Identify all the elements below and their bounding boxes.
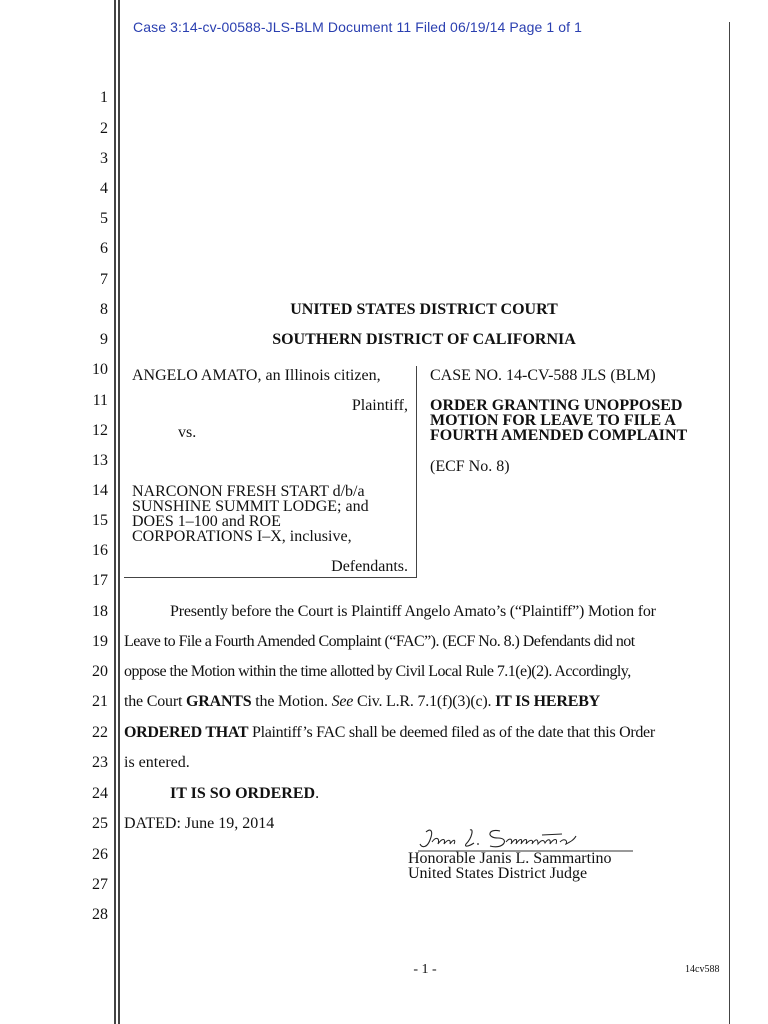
so-ordered: IT IS SO ORDERED	[170, 785, 316, 802]
line-number: 23	[92, 754, 108, 771]
line-number: 17	[92, 572, 108, 589]
line-number: 14	[92, 482, 108, 499]
line-number: 2	[100, 120, 108, 137]
order-title-line: FOURTH AMENDED COMPLAINT	[430, 427, 688, 444]
body-line-ordered	[124, 725, 722, 741]
left-margin-rule-inner	[118, 0, 120, 1024]
line-number: 6	[100, 240, 108, 257]
defendant-line: NARCONON FRESH START d/b/a	[132, 483, 365, 500]
body-line: Leave to File a Fourth Amended Complaint (“FAC”). (ECF No. 8.) Defendants did not	[124, 633, 635, 650]
docket-footer: 14cv588	[685, 964, 720, 975]
plaintiff-role: Plaintiff,	[351, 397, 408, 414]
ecf-header: Case 3:14-cv-00588-JLS-BLM Document 11 Filed 06/19/14 Page 1 of 1	[133, 19, 583, 35]
order-title-line: MOTION FOR LEAVE TO FILE A	[430, 412, 676, 429]
versus: vs.	[178, 424, 197, 441]
line-number: 8	[100, 301, 108, 318]
judge-title: United States District Judge	[408, 865, 588, 882]
line-number: 13	[92, 452, 108, 469]
body-line: oppose the Motion within the time allotted by Civil Local Rule 7.1(e)(2). Accordingly,	[124, 663, 631, 680]
line-number: 25	[92, 815, 108, 832]
line-number: 4	[100, 180, 108, 197]
so-ordered-period: .	[315, 785, 320, 802]
line-number: 28	[92, 906, 108, 923]
line-number: 22	[92, 724, 108, 741]
see-citation-signal: See	[331, 693, 354, 710]
line-number: 18	[92, 603, 108, 620]
judge-name: Honorable Janis L. Sammartino	[408, 850, 612, 867]
defendant-line: DOES 1–100 and ROE	[132, 513, 281, 530]
body-line: Presently before the Court is Plaintiff Angelo Amato’s (“Plaintiff”) Motion for	[170, 603, 656, 620]
case-number: CASE NO. 14-CV-588 JLS (BLM)	[430, 367, 656, 384]
court-name: UNITED STATES DISTRICT COURT	[290, 301, 558, 318]
caption-bottom-rule	[124, 577, 417, 578]
body-line-grants	[124, 694, 722, 710]
line-number: 26	[92, 846, 108, 863]
body-line: is entered.	[124, 754, 190, 771]
left-margin-rule-outer	[114, 0, 116, 1024]
line-number: 24	[92, 785, 108, 802]
so-ordered-line	[170, 786, 319, 802]
page-number: - 1 -	[413, 962, 437, 977]
court-district: SOUTHERN DISTRICT OF CALIFORNIA	[272, 331, 576, 348]
body-text: the Court	[124, 693, 186, 710]
grants-emphasis: GRANTS	[186, 693, 252, 710]
dated-line: DATED: June 19, 2014	[124, 815, 275, 832]
line-number: 1	[100, 89, 108, 106]
hereby-emphasis: IT IS HEREBY	[495, 693, 601, 710]
caption-divider	[416, 366, 417, 578]
defendant-line: CORPORATIONS I–X, inclusive,	[132, 528, 352, 545]
line-number: 5	[100, 210, 108, 227]
defendant-line: SUNSHINE SUMMIT LODGE; and	[132, 498, 369, 515]
line-number: 7	[100, 271, 108, 288]
ordered-emphasis: ORDERED THAT	[124, 724, 249, 741]
line-number: 27	[92, 876, 108, 893]
order-title-line: ORDER GRANTING UNOPPOSED	[430, 397, 683, 414]
body-text: the Motion.	[251, 693, 332, 710]
line-number: 15	[92, 512, 108, 529]
body-text: Plaintiff’s FAC shall be deemed filed as of the date that this Order	[248, 724, 655, 741]
body-text: Civ. L.R. 7.1(f)(3)(c).	[353, 693, 496, 710]
line-number: 20	[92, 663, 108, 680]
line-number: 9	[100, 331, 108, 348]
line-number: 10	[92, 361, 108, 378]
plaintiff-name: ANGELO AMATO, an Illinois citizen,	[132, 367, 381, 384]
line-number: 12	[92, 422, 108, 439]
line-number: 21	[92, 693, 108, 710]
defendant-role: Defendants.	[331, 558, 408, 575]
right-margin-rule	[729, 22, 730, 1024]
line-number: 19	[92, 633, 108, 650]
line-number: 3	[100, 150, 108, 167]
line-number: 16	[92, 542, 108, 559]
ecf-reference: (ECF No. 8)	[430, 458, 510, 475]
line-number: 11	[92, 392, 108, 409]
